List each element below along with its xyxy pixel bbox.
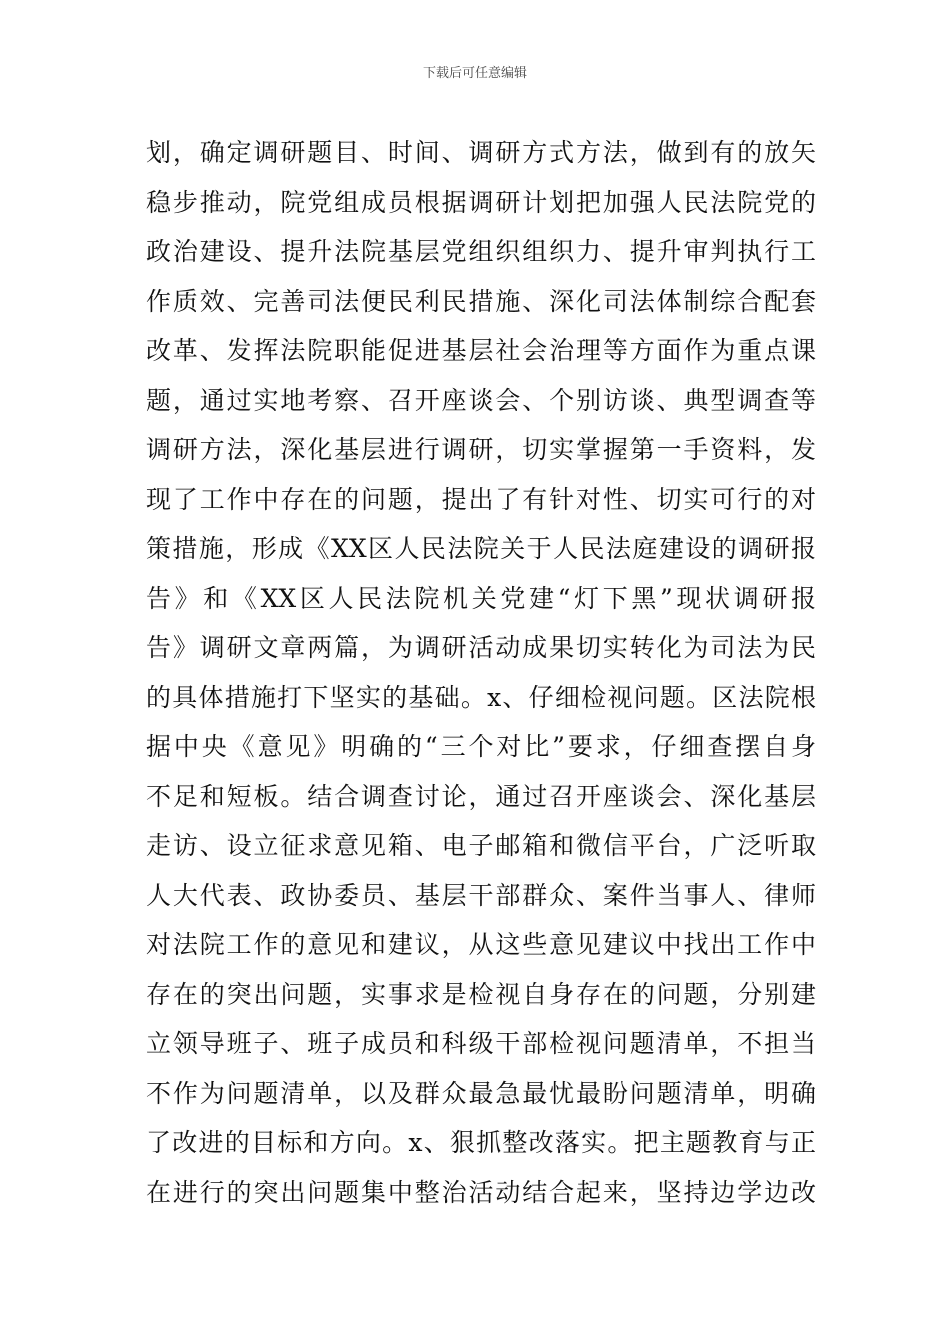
text-line: 告》调研文章两篇，为调研活动成果切实转化为司法为民 [146, 633, 816, 662]
text-line: 立领导班子、班子成员和科级干部检视问题清单，不担当 [146, 1029, 816, 1058]
text-line: 策措施，形成《XX区人民法院关于人民法庭建设的调研报 [146, 534, 816, 563]
body-paragraph [146, 128, 816, 1217]
text-line: 在进行的突出问题集中整治活动结合起来，坚持边学边改 [146, 1177, 816, 1207]
text-line: 不作为问题清单，以及群众最急最忧最盼问题清单，明确 [146, 1078, 816, 1108]
text-line: 存在的突出问题，实事求是检视自身存在的问题，分别建 [146, 979, 816, 1009]
text-line: 题，通过实地考察、召开座谈会、个别访谈、典型调查等 [146, 385, 816, 415]
text-line: 稳步推动，院党组成员根据调研计划把加强人民法院党的 [146, 187, 816, 217]
text-line: 改革、发挥法院职能促进基层社会治理等方面作为重点课 [146, 336, 816, 365]
text-line: 走访、设立征求意见箱、电子邮箱和微信平台，广泛听取 [146, 831, 816, 860]
text-line: 调研方法，深化基层进行调研，切实掌握第一手资料，发 [146, 435, 816, 464]
text-line: 划，确定调研题目、时间、调研方式方法，做到有的放矢 [146, 138, 816, 167]
text-line: 的具体措施打下坚实的基础。x、仔细检视问题。区法院根 [146, 682, 816, 712]
text-line: 据中央《意见》明确的“三个对比”要求，仔细查摆自身 [146, 732, 816, 761]
text-line: 作质效、完善司法便民利民措施、深化司法体制综合配套 [146, 286, 816, 316]
text-line: 人大代表、政协委员、基层干部群众、案件当事人、律师 [146, 880, 816, 910]
page-header: 下载后可任意编辑 [422, 66, 527, 81]
text-line: 了改进的目标和方向。x、狠抓整改落实。把主题教育与正 [146, 1128, 816, 1157]
text-line: 告》和《XX区人民法院机关党建“灯下黑”现状调研报 [146, 583, 816, 613]
text-line: 对法院工作的意见和建议，从这些意见建议中找出工作中 [146, 930, 816, 959]
text-line: 现了工作中存在的问题，提出了有针对性、切实可行的对 [146, 484, 816, 514]
text-line: 不足和短板。结合调查讨论，通过召开座谈会、深化基层 [146, 781, 816, 811]
text-line: 政治建设、提升法院基层党组织组织力、提升审判执行工 [146, 237, 816, 266]
